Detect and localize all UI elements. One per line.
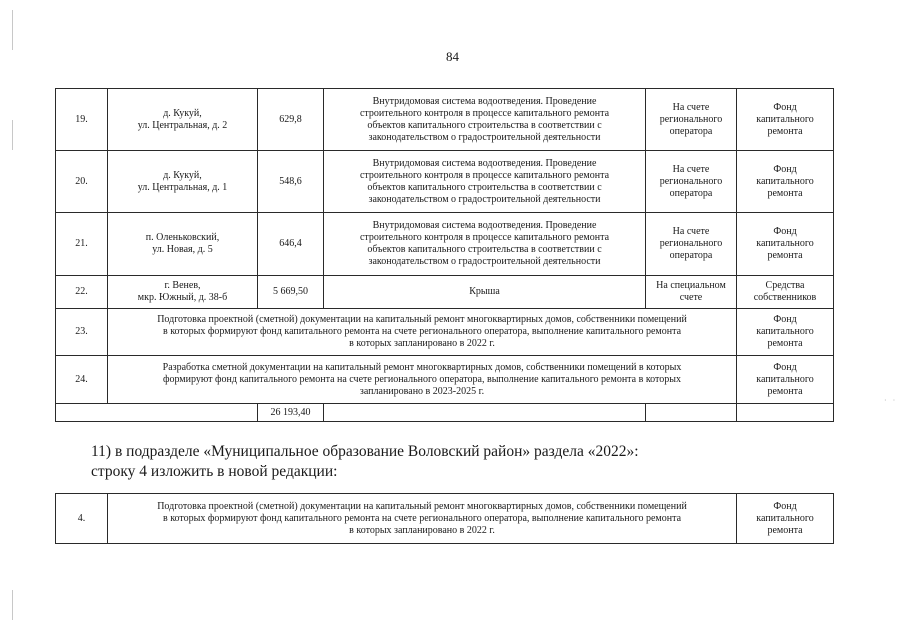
table-row: [56, 151, 834, 213]
empty-cell: [646, 404, 737, 422]
funding-source-cell: Фонд капитального ремонта: [737, 494, 834, 544]
work-type-cell: Крыша: [324, 276, 646, 309]
row-number: 23.: [56, 309, 108, 356]
table-row: [56, 356, 834, 404]
row-number: 19.: [56, 89, 108, 151]
amended-row-table: [55, 493, 834, 544]
amount-cell: 629,8: [258, 89, 324, 151]
row-number: 21.: [56, 213, 108, 276]
scan-edge-mark: [12, 590, 13, 620]
total-row: [56, 404, 834, 422]
empty-cell: [737, 404, 834, 422]
table-row: [56, 309, 834, 356]
amount-cell: 646,4: [258, 213, 324, 276]
empty-cell: [56, 404, 258, 422]
account-cell: На счете регионального оператора: [646, 89, 737, 151]
work-description-cell: Подготовка проектной (сметной) документации на капитальный ремонт многоквартирных домов, собственники помещений в которых формируют фонд капитального ремонта на счете регионального оператора, выполнение капитального ремонта в которых запланировано в 2022 г.: [108, 494, 737, 544]
work-type-cell: Внутридомовая система водоотведения. Проведение строительного контроля в процессе капитального ремонта объектов капитального строительства в соответствии с законодательством о градостроительной деятельности: [324, 213, 646, 276]
funding-source-cell: Фонд капитального ремонта: [737, 213, 834, 276]
work-description-cell: Разработка сметной документации на капитальный ремонт многоквартирных домов, собственники помещений в которых формируют фонд капитального ремонта на счете регионального оператора, выполнение капитального ремонта в которых запланировано в 2023-2025 г.: [108, 356, 737, 404]
total-amount-cell: 26 193,40: [258, 404, 324, 422]
page-number: 84: [446, 49, 459, 64]
row-number: 22.: [56, 276, 108, 309]
address-cell: г. Венев, мкр. Южный, д. 38-б: [108, 276, 258, 309]
address-cell: п. Оленьковский, ул. Новая, д. 5: [108, 213, 258, 276]
account-cell: На счете регионального оператора: [646, 213, 737, 276]
amendment-line: 11) в подразделе «Муниципальное образование Воловский район» раздела «2022»:: [91, 443, 639, 460]
work-description-cell: Подготовка проектной (сметной) документации на капитальный ремонт многоквартирных домов, собственники помещений в которых формируют фонд капитального ремонта на счете регионального оператора, выполнение капитального ремонта в которых запланировано в 2022 г.: [108, 309, 737, 356]
work-type-cell: Внутридомовая система водоотведения. Проведение строительного контроля в процессе капитального ремонта объектов капитального строительства в соответствии с законодательством о градостроительной деятельности: [324, 151, 646, 213]
funding-source-cell: Фонд капитального ремонта: [737, 356, 834, 404]
scan-edge-mark: [12, 10, 13, 50]
scan-speck: · ·: [884, 396, 898, 405]
amount-cell: 548,6: [258, 151, 324, 213]
address-cell: д. Кукуй, ул. Центральная, д. 1: [108, 151, 258, 213]
row-number: 20.: [56, 151, 108, 213]
table-row: [56, 213, 834, 276]
funding-source-cell: Фонд капитального ремонта: [737, 89, 834, 151]
amount-cell: 5 669,50: [258, 276, 324, 309]
funding-source-cell: Средства собственников: [737, 276, 834, 309]
scan-edge-mark: [12, 120, 13, 150]
empty-cell: [324, 404, 646, 422]
table-row: [56, 494, 834, 544]
account-cell: На счете регионального оператора: [646, 151, 737, 213]
work-type-cell: Внутридомовая система водоотведения. Проведение строительного контроля в процессе капитального ремонта объектов капитального строительства в соответствии с законодательством о градостроительной деятельности: [324, 89, 646, 151]
address-cell: д. Кукуй, ул. Центральная, д. 2: [108, 89, 258, 151]
row-number: 4.: [56, 494, 108, 544]
row-number: 24.: [56, 356, 108, 404]
funding-source-cell: Фонд капитального ремонта: [737, 151, 834, 213]
repair-program-table: [55, 88, 834, 422]
amendment-paragraph: [91, 442, 639, 482]
account-cell: На специальном счете: [646, 276, 737, 309]
amendment-line: строку 4 изложить в новой редакции:: [91, 463, 338, 480]
funding-source-cell: Фонд капитального ремонта: [737, 309, 834, 356]
table-row: [56, 89, 834, 151]
table-row: [56, 276, 834, 309]
